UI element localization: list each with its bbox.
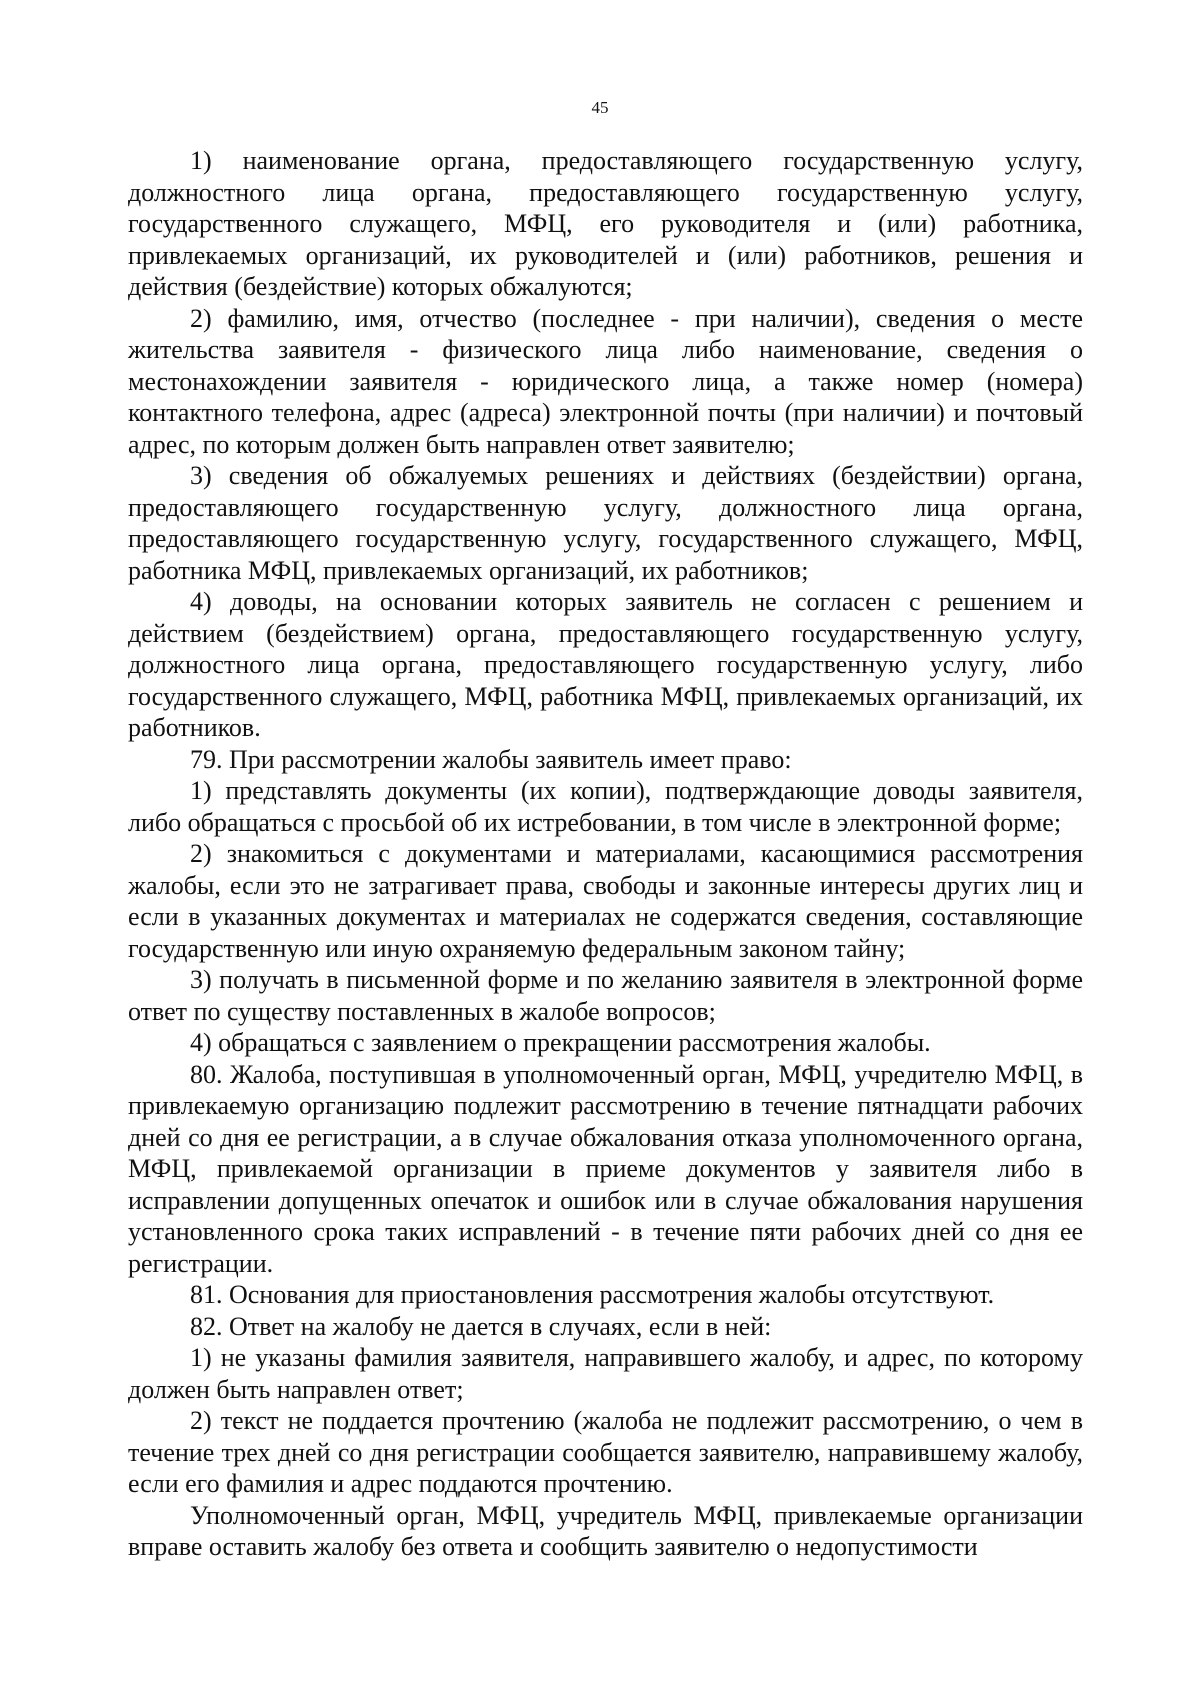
paragraph-clause-80: 80. Жалоба, поступившая в уполномоченный орган, МФЦ, учредителю МФЦ, в привлекаемую организацию подлежит рассмотрению в течение пятнадцати рабочих дней со дня ее регистрации, а в случае обжалования отказа уполномоченного органа, МФЦ, привлекаемой организации в приеме документов у заявителя либо в исправлении допущенных опечаток и ошибок или в случае обжалования нарушения установленного срока таких исправлений - в течение пяти рабочих дней со дня ее регистрации. [128,1059,1083,1278]
paragraph-item-3-appealed-decisions: 3) сведения об обжалуемых решениях и действиях (бездействии) органа, предоставляющего государственную услугу, должностного лица органа, предоставляющего государственную услугу, государственного служащего, МФЦ, работника МФЦ, привлекаемых организаций, их работников; [128,461,1083,585]
paragraph-clause-79: 79. При рассмотрении жалобы заявитель имеет право: [190,744,792,774]
paragraph-right-2-review-materials: 2) знакомиться с документами и материалами, касающимися рассмотрения жалобы, если это не затрагивает права, свободы и законные интересы других лиц и если в указанных документах и материалах не содержатся сведения, составляющие государственную или иную охраняемую федеральным законом тайну; [128,839,1083,963]
paragraph-authorized-body: Уполномоченный орган, МФЦ, учредитель МФЦ, привлекаемые организации вправе оставить жалобу без ответа и сообщить заявителю о недопустимости [128,1500,1083,1561]
page-number: 45 [591,98,609,117]
paragraph-item-2-applicant-name: 2) фамилию, имя, отчество (последнее - при наличии), сведения о месте жительства заявителя - физического лица либо наименование, сведения о местонахождении заявителя - юридического лица, а также номер (номера) контактного телефона, адрес (адреса) электронной почты (при наличии) и почтовый адрес, по которым должен быть направлен ответ заявителю; [128,303,1083,459]
paragraph-clause-82: 82. Ответ на жалобу не дается в случаях, если в ней: [190,1311,772,1341]
paragraph-case-2-unreadable: 2) текст не поддается прочтению (жалоба не подлежит рассмотрению, о чем в течение трех дней со дня регистрации сообщается заявителю, направившему жалобу, если его фамилия и адрес поддаются прочтению. [128,1406,1083,1498]
paragraph-clause-81: 81. Основания для приостановления рассмотрения жалобы отсутствуют. [190,1280,995,1309]
paragraph-item-1-organ-name: 1) наименование органа, предоставляющего государственную услугу, должностного лица органа, предоставляющего государственную услугу, государственного служащего, МФЦ, его руководителя и (или) работника, привлекаемых организаций, их руководителей и (или) работников, решения и действия (бездействие) которых обжалуются; [128,146,1083,301]
paragraph-right-3-receive-answer: 3) получать в письменной форме и по желанию заявителя в электронной форме ответ по существу поставленных в жалобе вопросов; [128,965,1083,1026]
document-body [128,145,1083,1563]
paragraph-right-4-withdraw: 4) обращаться с заявлением о прекращении рассмотрения жалобы. [190,1028,931,1057]
paragraph-right-1-submit-documents: 1) представлять документы (их копии), подтверждающие доводы заявителя, либо обращаться с просьбой об их истребовании, в том числе в электронной форме; [128,776,1083,837]
paragraph-case-1-no-address: 1) не указаны фамилия заявителя, направившего жалобу, и адрес, по которому должен быть направлен ответ; [128,1343,1083,1404]
paragraph-item-4-arguments: 4) доводы, на основании которых заявитель не согласен с решением и действием (бездействием) органа, предоставляющего государственную услугу, должностного лица органа, предоставляющего государственную услугу, либо государственного служащего, МФЦ, работника МФЦ, привлекаемых организаций, их работников. [128,587,1083,742]
